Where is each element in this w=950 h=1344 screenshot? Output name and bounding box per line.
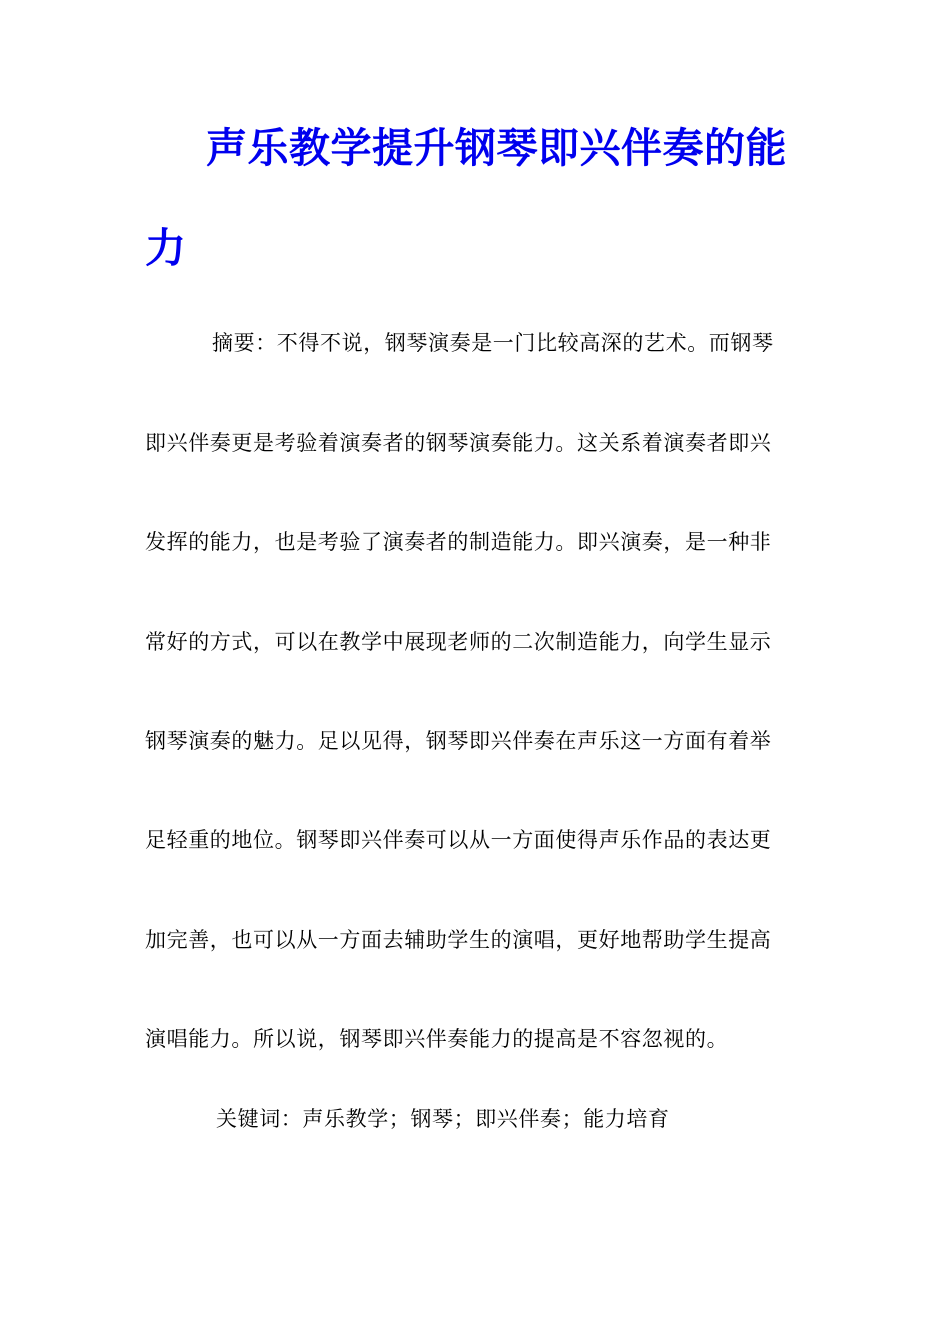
document-title-line-1: 声乐教学提升钢琴即兴伴奏的能 [206, 124, 787, 172]
abstract-line: 足轻重的地位。钢琴即兴伴奏可以从一方面使得声乐作品的表达更 [145, 828, 772, 852]
abstract-line: 演唱能力。所以说，钢琴即兴伴奏能力的提高是不容忽视的。 [145, 1027, 729, 1051]
abstract-line: 钢琴演奏的魅力。足以见得，钢琴即兴伴奏在声乐这一方面有着举 [145, 729, 772, 753]
document-title-line-2: 力 [145, 224, 187, 272]
abstract-line: 即兴伴奏更是考验着演奏者的钢琴演奏能力。这关系着演奏者即兴 [145, 431, 772, 455]
abstract-line: 常好的方式，可以在教学中展现老师的二次制造能力，向学生显示 [145, 630, 772, 654]
abstract-line: 发挥的能力，也是考验了演奏者的制造能力。即兴演奏，是一种非 [145, 530, 772, 554]
abstract-line: 加完善，也可以从一方面去辅助学生的演唱，更好地帮助学生提高 [145, 928, 772, 952]
keywords-line: 关键词：声乐教学；钢琴；即兴伴奏；能力培育 [216, 1107, 670, 1131]
abstract-line: 摘要：不得不说，钢琴演奏是一门比较高深的艺术。而钢琴 [212, 331, 774, 355]
